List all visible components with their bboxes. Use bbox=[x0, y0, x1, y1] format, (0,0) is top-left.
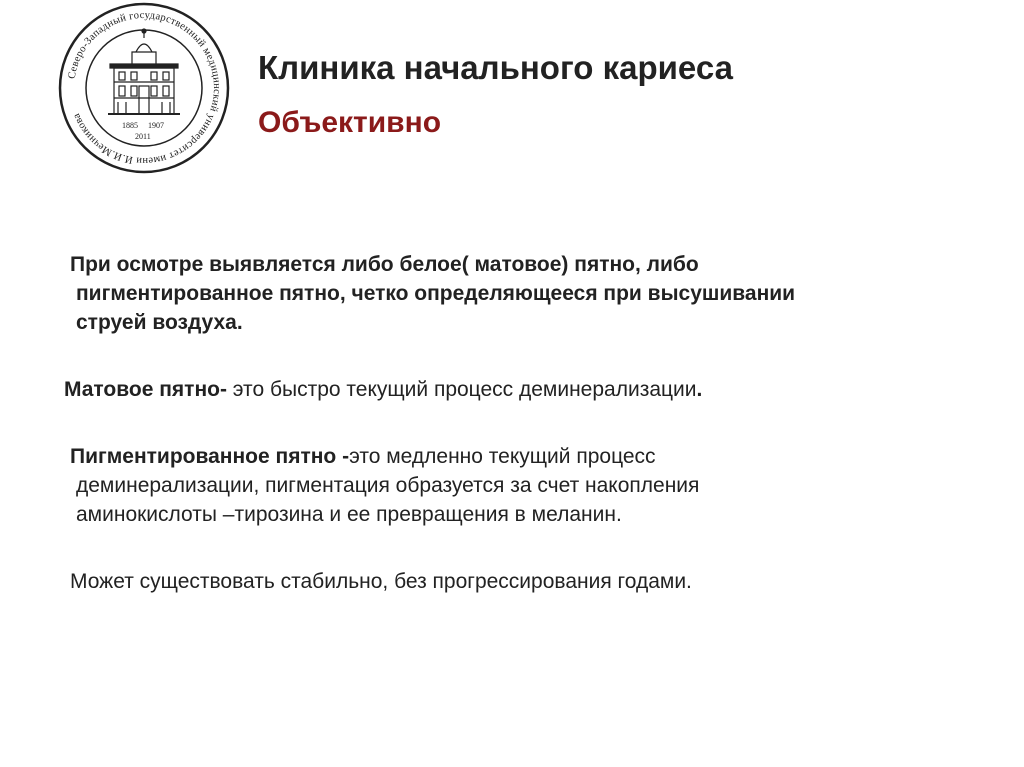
p2-text: это быстро текущий процесс деминерализации bbox=[226, 378, 697, 401]
seal-year-bottom: 2011 bbox=[135, 132, 151, 141]
university-seal-logo bbox=[58, 2, 230, 174]
p3-line3: аминокислоты –тирозина и ее превращения в меланин. bbox=[76, 503, 622, 526]
paragraph-inspection bbox=[70, 250, 970, 337]
p3-line1: это медленно текущий процесс bbox=[349, 445, 656, 468]
p3-term: Пигментированное пятно - bbox=[70, 445, 350, 468]
p2-end: . bbox=[696, 378, 703, 401]
p1-line1: При осмотре выявляется либо белое( матовое) пятно, либо bbox=[70, 253, 699, 276]
paragraph-stability bbox=[70, 567, 970, 596]
paragraph-matte-spot bbox=[64, 375, 964, 404]
p1-line3: струей воздуха. bbox=[76, 311, 243, 334]
seal-year-right: 1907 bbox=[148, 121, 164, 130]
p1-line2: пигментированное пятно, четко определяющееся при высушивании bbox=[76, 282, 796, 305]
slide-subtitle: Объективно bbox=[258, 106, 442, 139]
p4-text: Может существовать стабильно, без прогрессирования годами. bbox=[70, 570, 692, 593]
p3-line2: деминерализации, пигментация образуется за счет накопления bbox=[76, 474, 700, 497]
seal-ring-text: Северо-Западный государственный медицинский университет имени И.И.Мечникова bbox=[66, 9, 223, 167]
p2-term: Матовое пятно- bbox=[64, 378, 227, 401]
slide-title: Клиника начального кариеса bbox=[258, 49, 733, 86]
paragraph-pigmented-spot bbox=[70, 442, 970, 529]
seal-year-left: 1885 bbox=[122, 121, 138, 130]
building-icon bbox=[108, 29, 180, 114]
